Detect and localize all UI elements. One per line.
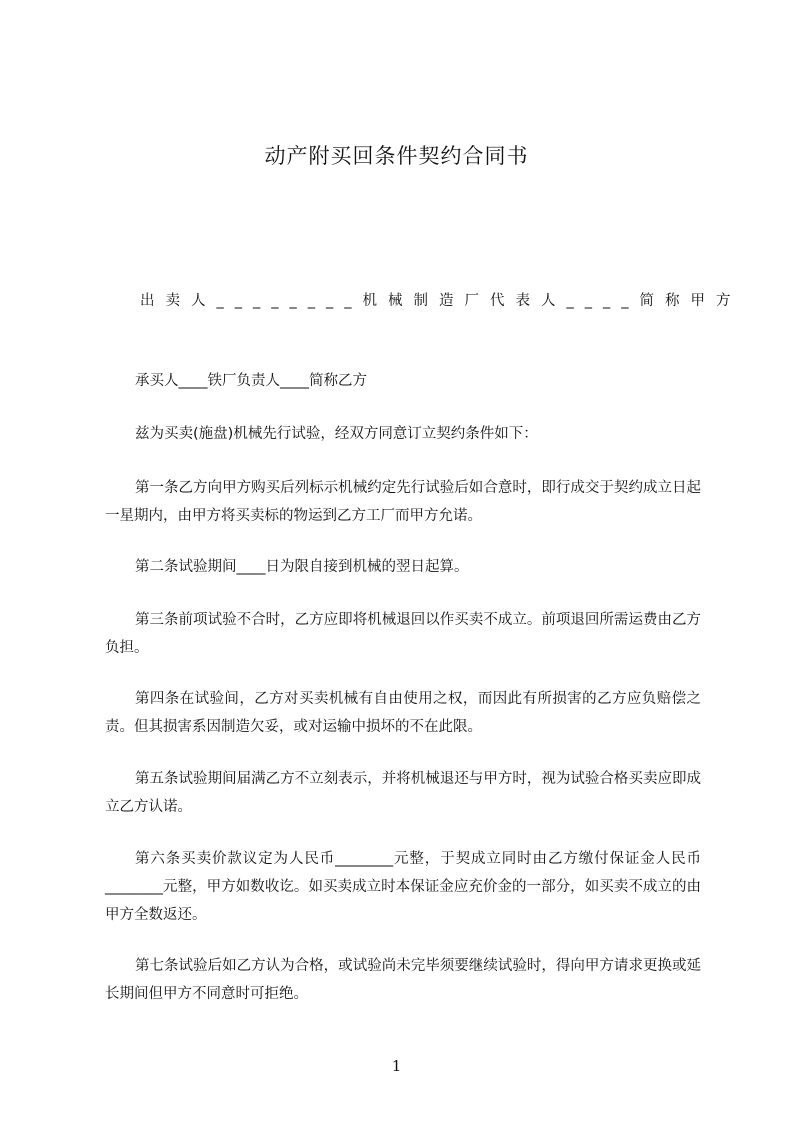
paragraph-buyer: 承买人____铁厂负责人____简称乙方 xyxy=(135,373,367,389)
paragraph-article-2: 第二条试验期间____日为限自接到机械的翌日起算。 xyxy=(135,559,469,575)
paragraph-article-3: 第三条前项试验不合时，乙方应即将机械退回以作买卖不成立。前项退回所需运费由乙方负担。 xyxy=(105,612,701,656)
paragraph-seller: 出卖人________机械制造厂代表人____简称甲方 xyxy=(140,293,742,309)
page-number: 1 xyxy=(391,1057,402,1075)
paragraph-article-6: 第六条买卖价款议定为人民币________元整，于契成立同时由乙方缴付保证金人民币________元整，甲方如数收讫。如买卖成立时本保证金应充价金的一部分，如买卖不成立的由甲方全数返还。 xyxy=(105,851,701,923)
paragraph-article-5: 第五条试验期间届满乙方不立刻表示，并将机械退还与甲方时，视为试验合格买卖应即成立乙方认诺。 xyxy=(105,771,701,815)
paragraph-preamble: 兹为买卖(施盘)机械先行试验，经双方同意订立契约条件如下： xyxy=(135,426,538,442)
page-title: 动产附买回条件契约合同书 xyxy=(264,144,529,168)
paragraph-article-7: 第七条试验后如乙方认为合格，或试验尚未完毕须要继续试验时，得向甲方请求更换或延长期间但甲方不同意时可拒绝。 xyxy=(105,958,701,1002)
paragraph-article-4: 第四条在试验间，乙方对买卖机械有自由使用之权，而因此有所损害的乙方应负赔偿之责。但其损害系因制造欠妥，或对运输中损坏的不在此限。 xyxy=(105,691,701,735)
paragraph-article-1: 第一条乙方向甲方购买后列标示机械约定先行试验后如合意时，即行成交于契约成立日起一星期内，由甲方将买卖标的物运到乙方工厂而甲方允诺。 xyxy=(105,480,701,524)
